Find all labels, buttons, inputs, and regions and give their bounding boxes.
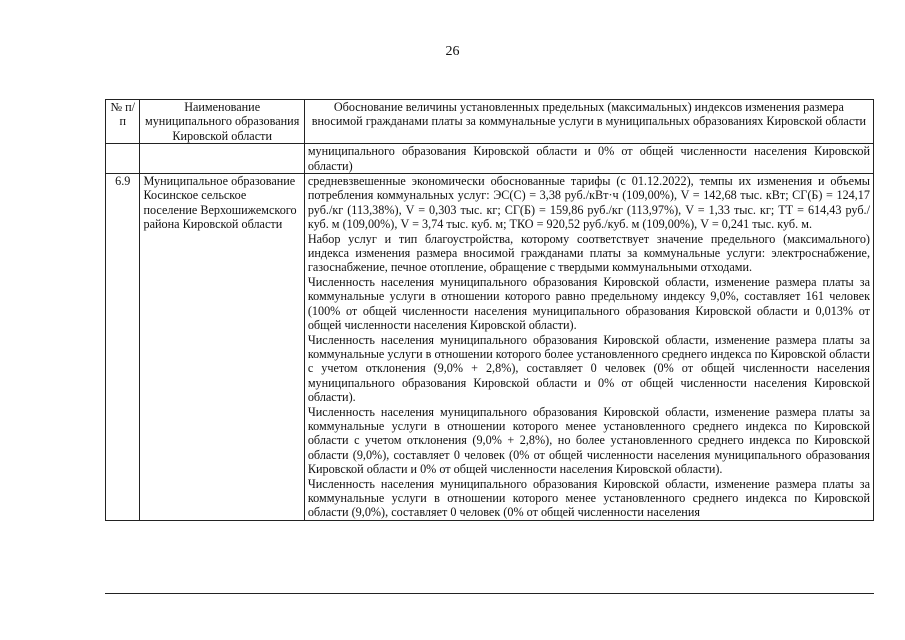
services-paragraph: Набор услуг и тип благоустройства, которому соответствует значение предельного (максимального) индекса изменения размера вносимой гражданами платы за коммунальные услуги: электроснабжение, газоснабжение, печное отопление, обращение с твердыми коммунальными отходами. [307,231,870,275]
table-row [106,174,874,521]
header-num: № п/п [106,100,140,144]
header-justification: Обоснование величины установленных предельных (максимальных) индексов изменения размера вносимой гражданами платы за коммунальные услуги в муниципальных образованиях Кировской области [304,100,873,144]
population-above-deviation-paragraph: Численность населения муниципального образования Кировской области, изменение размера платы за коммунальные услуги в отношении которого более установленного среднего индекса по Кировской области с учетом отклонения (9,0% + 2,8%), составляет 0 человек (0% от общей численности населения муниципального образования Кировской области и 0% от общей численности населения Кировской области). [307,332,870,405]
continuation-text-cell: муниципального образования Кировской области и 0% от общей численности населения Кировской области) [304,144,873,174]
tariff-justification-table [105,99,874,521]
continuation-municipality-cell [140,144,304,174]
table-row [106,144,874,174]
row-num-cell: 6.9 [106,174,140,521]
tariff-paragraph: средневзвешенные экономически обоснованные тарифы (с 01.12.2022), темпы их изменения и объемы потребления коммунальных услуг: ЭС(С) = 3,38 руб./кВт·ч (109,00%), V = 142,68 тыс. кВт; СГ(Б) = 124,17 руб./кг (113,38%), V = 0,303 тыс. кг; СГ(Б) = 159,86 руб./кг (113,97%), V = 1,33 тыс. кг; ТТ = 614,43 руб./куб. м (109,00%), V = 3,74 тыс. куб. м; ТКО = 920,52 руб./куб. м (109,00%), V = 0,241 тыс. куб. м. [307,174,870,232]
continuation-num-cell [106,144,140,174]
header-municipality: Наименование муниципального образования Кировской области [140,100,304,144]
population-below-index-paragraph: Численность населения муниципального образования Кировской области, изменение размера платы за коммунальные услуги в отношении которого менее установленного среднего индекса по Кировской области (9,0%), составляет 0 человек (0% от общей численности населения [307,476,870,520]
row-justification-cell [304,174,873,521]
table-header-row [106,100,874,144]
page-number: 26 [445,44,460,59]
population-equal-index-paragraph: Численность населения муниципального образования Кировской области, изменение размера платы за коммунальные услуги в отношении которого равно предельному индексу 9,0%, составляет 161 человек (100% от общей численности населения муниципального образования Кировской области и 0,013% от общей численности населения Кировской области). [307,274,870,333]
row-municipality-cell: Муниципальное образование Косинское сельское поселение Верхошижемского района Кировской области [140,174,304,521]
population-between-indexes-paragraph: Численность населения муниципального образования Кировской области, изменение размера платы за коммунальные услуги в отношении которого менее установленного среднего индекса по Кировской области с учетом отклонения (9,0% + 2,8%), но более установленного среднего индекса по Кировской области (9,0%), составляет 0 человек (0% от общей численности населения муниципального образования Кировской области и 0% от общей численности населения Кировской области). [307,404,870,477]
table-bottom-border [105,593,874,594]
